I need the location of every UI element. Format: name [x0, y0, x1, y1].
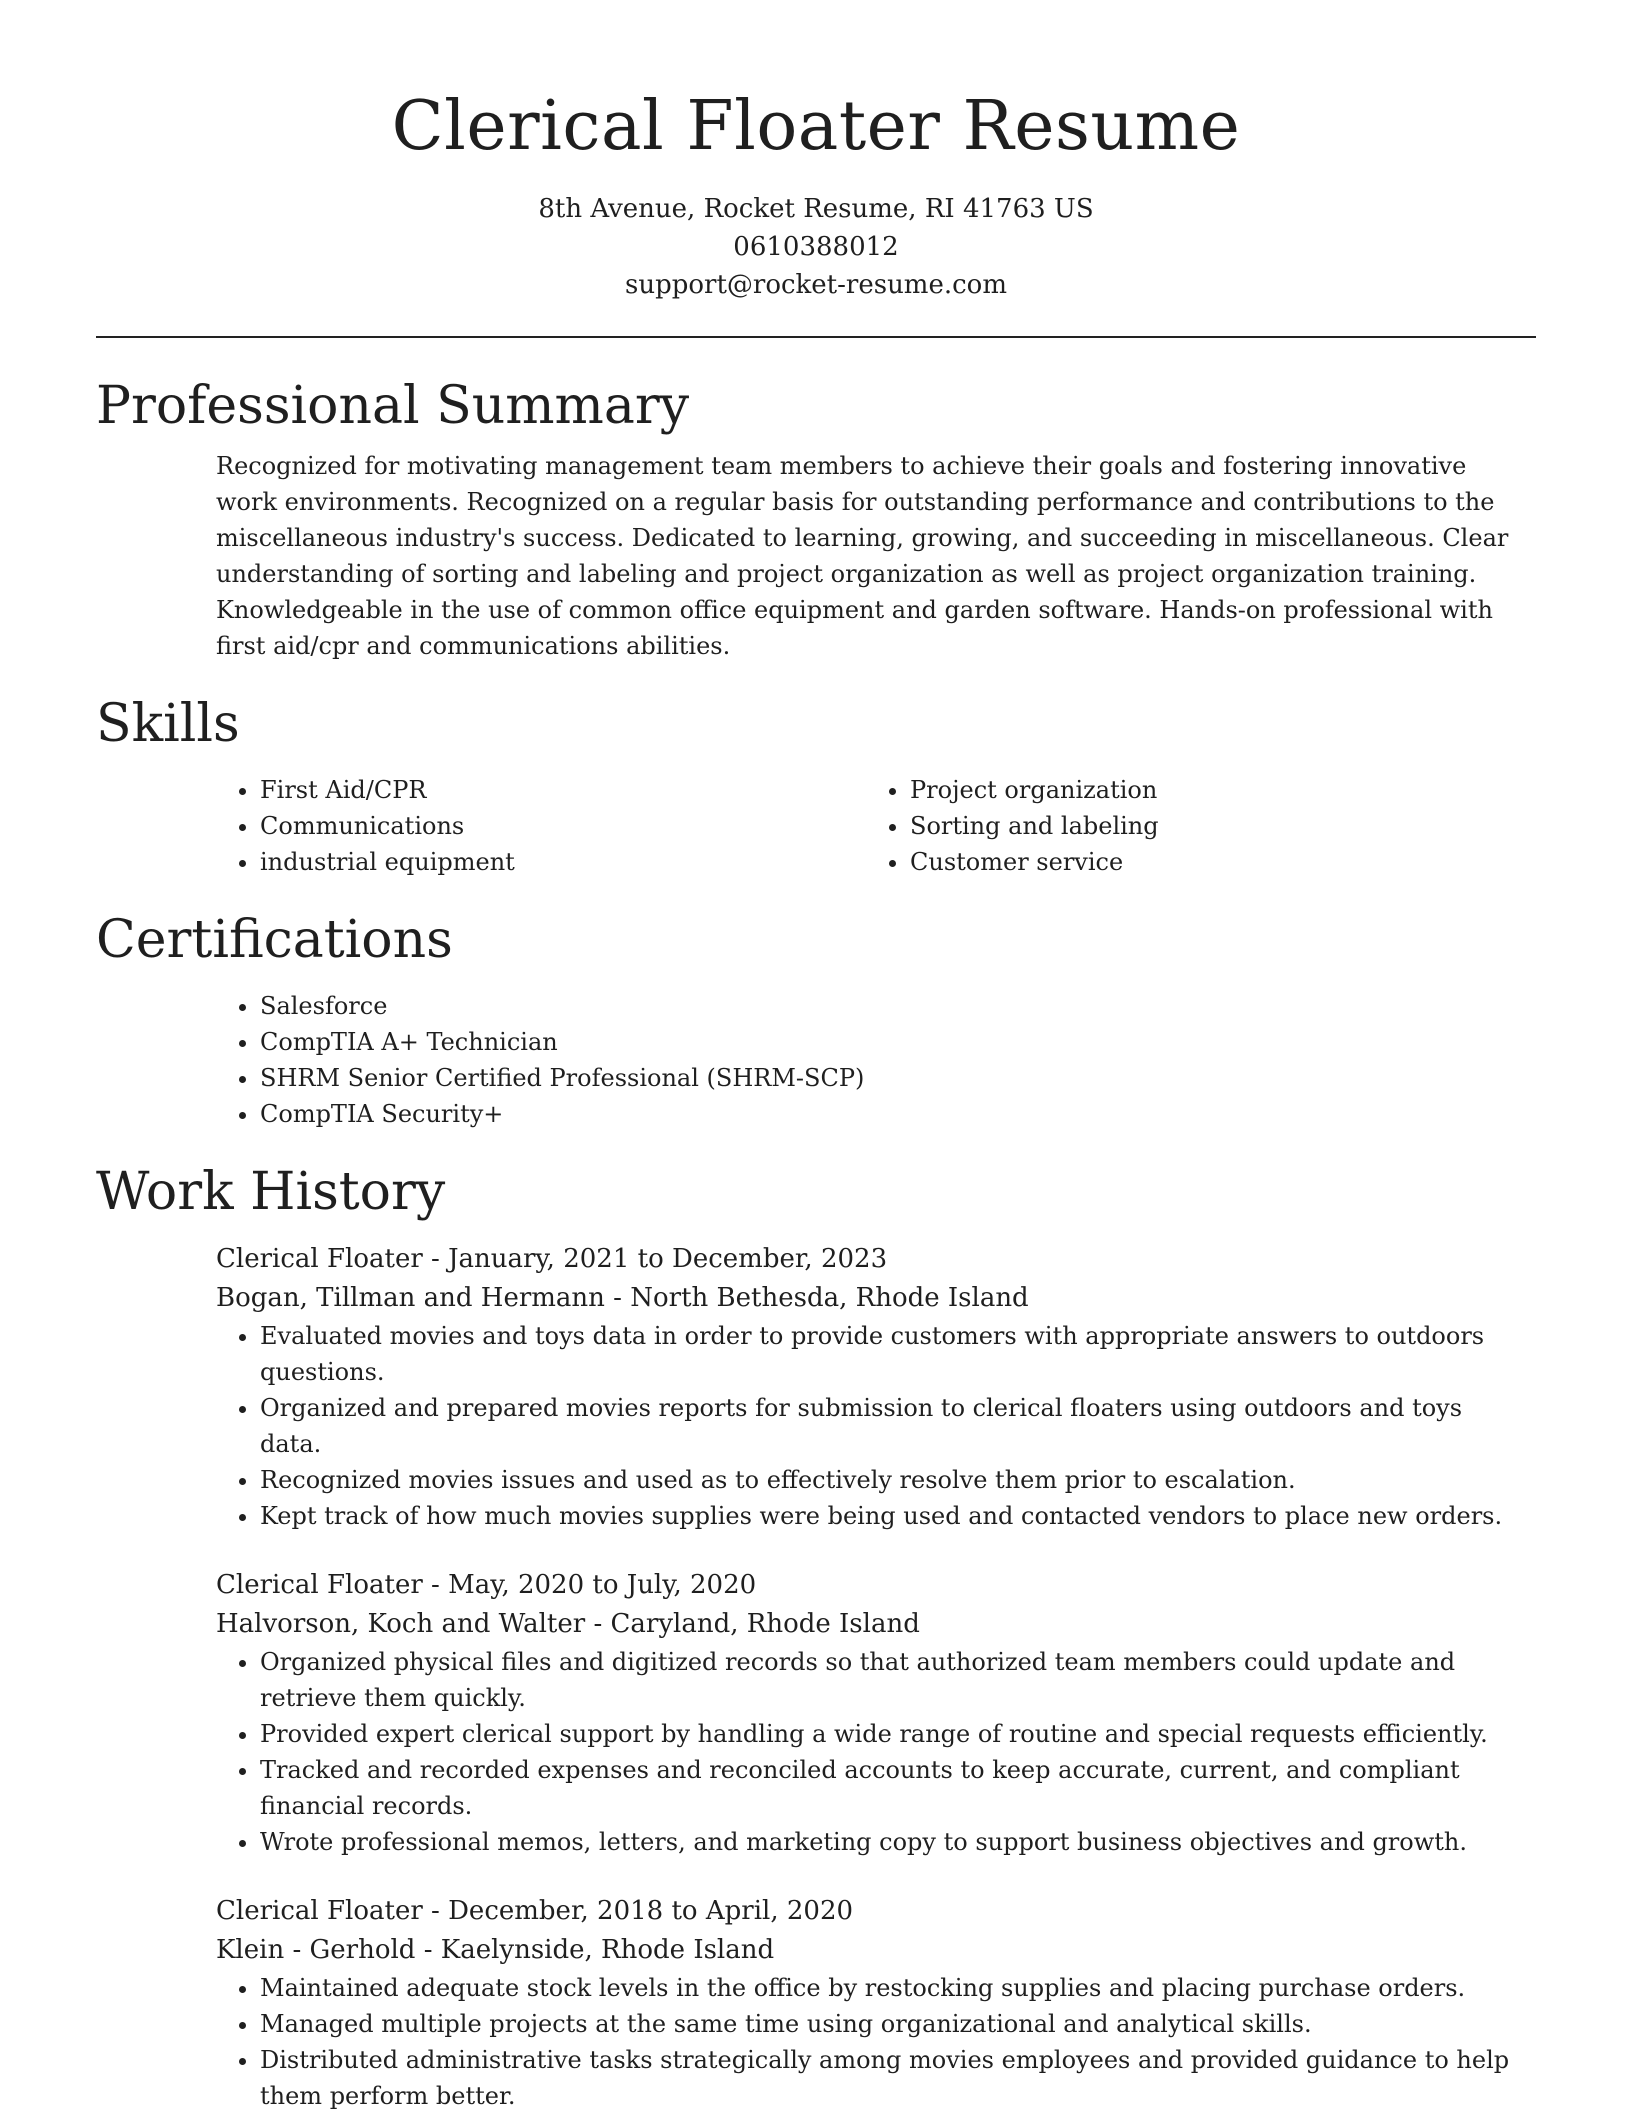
- job-company: Klein - Gerhold: [216, 1935, 416, 1965]
- job-location: - Caryland, Rhode Island: [585, 1609, 920, 1639]
- certification-item: • CompTIA A+ Technician: [260, 1024, 1536, 1060]
- job-bullet: • Tracked and recorded expenses and reconciled accounts to keep accurate, current, and compliant financial records.: [260, 1752, 1526, 1824]
- job-title: Clerical Floater: [216, 1570, 423, 1600]
- job-company: Bogan, Tillman and Hermann: [216, 1283, 605, 1313]
- job-bullet: • Recognized movies issues and used as to effectively resolve them prior to escalation.: [260, 1462, 1526, 1498]
- job-dates: - January, 2021 to December, 2023: [422, 1244, 888, 1274]
- job-company: Halvorson, Koch and Walter: [216, 1609, 586, 1639]
- job-company-line: [216, 1931, 1526, 1970]
- skill-item: • industrial equipment: [260, 844, 866, 880]
- job-bullet: • Evaluated movies and toys data in order to provide customers with appropriate answers to outdoors questions.: [260, 1318, 1526, 1390]
- job-location: - North Bethesda, Rhode Island: [604, 1283, 1029, 1313]
- job-bullets: [216, 1970, 1526, 2114]
- contact-email: support@rocket-resume.com: [624, 270, 1007, 300]
- job-bullet: • Distributed administrative tasks strategically among movies employees and provided guidance to help them perform better.: [260, 2042, 1526, 2114]
- certifications-block: [216, 988, 1536, 1132]
- certifications-list: [216, 988, 1536, 1132]
- job-entry: [216, 1566, 1526, 1860]
- job-title: Clerical Floater: [216, 1896, 423, 1926]
- job-title-line: [216, 1240, 1526, 1279]
- work-history-heading: Work History: [96, 1162, 446, 1222]
- summary-heading: Professional Summary: [96, 376, 690, 436]
- job-bullet: • Wrote professional memos, letters, and marketing copy to support business objectives and growth.: [260, 1824, 1526, 1860]
- job-bullet: • Maintained adequate stock levels in the office by restocking supplies and placing purchase orders.: [260, 1970, 1526, 2006]
- certifications-heading: Certifications: [96, 910, 453, 970]
- certification-item: • Salesforce: [260, 988, 1536, 1024]
- skills-list-right: [866, 772, 1536, 880]
- contact-address: 8th Avenue, Rocket Resume, RI 41763 US: [538, 194, 1094, 224]
- job-bullet: • Managed multiple projects at the same time using organizational and analytical skills.: [260, 2006, 1526, 2042]
- contact-phone: 0610388012: [733, 232, 899, 262]
- job-title: Clerical Floater: [216, 1244, 423, 1274]
- job-bullet: • Provided expert clerical support by handling a wide range of routine and special requests efficiently.: [260, 1716, 1526, 1752]
- job-bullets: [216, 1318, 1526, 1534]
- contact-block: [96, 190, 1536, 304]
- job-title-line: [216, 1566, 1526, 1605]
- certification-item: • CompTIA Security+: [260, 1096, 1536, 1132]
- job-location: - Kaelynside, Rhode Island: [415, 1935, 775, 1965]
- summary-text: Recognized for motivating management team members to achieve their goals and fostering innovative work environments. Recognized on a regular basis for outstanding performance and contributions to the miscellaneous industry's success. Dedicated to learning, growing, and succeeding in miscellaneous. Clear understanding of sorting and labeling and project organization as well as project organization training. Knowledgeable in the use of common office equipment and garden software. Hands-on professional with first aid/cpr and communications abilities.: [216, 452, 1509, 660]
- skill-item: • Customer service: [910, 844, 1536, 880]
- job-bullet: • Organized and prepared movies reports for submission to clerical floaters using outdoors and toys data.: [260, 1390, 1526, 1462]
- job-bullets: [216, 1644, 1526, 1860]
- job-entry: [216, 1892, 1526, 2114]
- skill-item: • First Aid/CPR: [260, 772, 866, 808]
- skills-list-left: [216, 772, 866, 880]
- skill-item: • Sorting and labeling: [910, 808, 1536, 844]
- certification-item: • SHRM Senior Certified Professional (SHRM-SCP): [260, 1060, 1536, 1096]
- skill-item: • Communications: [260, 808, 866, 844]
- header-divider: [96, 336, 1536, 338]
- job-entry: [216, 1240, 1526, 1534]
- job-company-line: [216, 1279, 1526, 1318]
- skills-heading: Skills: [96, 694, 240, 754]
- skill-item: • Project organization: [910, 772, 1536, 808]
- job-title-line: [216, 1892, 1526, 1931]
- resume-title: Clerical Floater Resume: [391, 87, 1241, 166]
- job-company-line: [216, 1605, 1526, 1644]
- job-dates: - December, 2018 to April, 2020: [422, 1896, 854, 1926]
- job-bullet: • Organized physical files and digitized records so that authorized team members could update and retrieve them quickly.: [260, 1644, 1526, 1716]
- skills-grid: [216, 772, 1536, 880]
- job-dates: - May, 2020 to July, 2020: [422, 1570, 757, 1600]
- job-bullet: • Kept track of how much movies supplies were being used and contacted vendors to place new orders.: [260, 1498, 1526, 1534]
